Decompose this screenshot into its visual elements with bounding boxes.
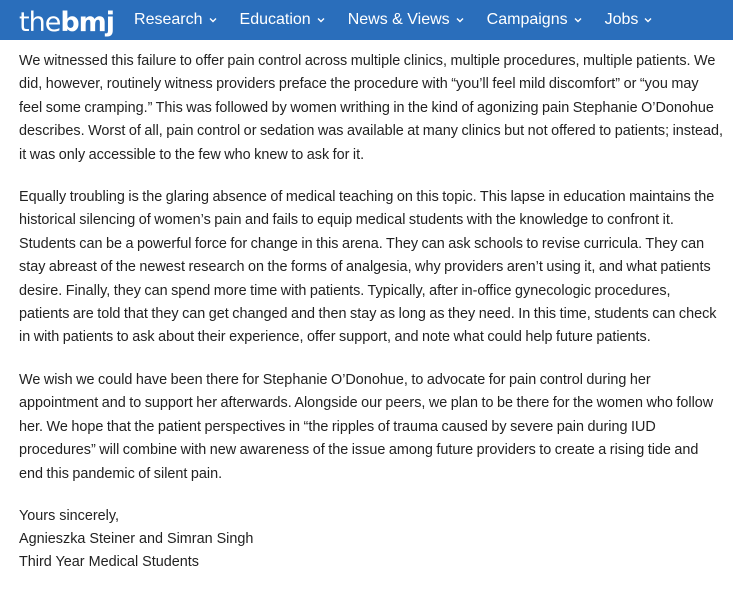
signoff-closing: Yours sincerely, (19, 507, 119, 524)
chevron-down-icon (456, 16, 464, 24)
logo-the: the (19, 6, 61, 38)
nav-item-research[interactable] (134, 11, 216, 29)
chevron-down-icon (317, 16, 325, 24)
nav-item-campaigns[interactable] (487, 11, 582, 29)
article-paragraph: We witnessed this failure to offer pain control across multiple clinics, multiple procedures, multiple patients. We did, however, routinely witness providers preface the procedure with “you’ll feel mild discomfort” or “you may feel some cramping.” This was followed by women writhing in the kind of agonizing pain Stephanie O’Donohue describes. Worst of all, pain control or sedation was available at many clinics but not offered to patients; instead, it was only accessible to the few who knew to ask for it. (19, 53, 723, 163)
letter-signoff (19, 505, 724, 574)
chevron-down-icon (209, 16, 217, 24)
chevron-down-icon (644, 16, 652, 24)
logo-bmj: bmj (60, 6, 115, 38)
nav-item-label: Education (239, 11, 311, 28)
bmj-logo[interactable] (19, 5, 114, 36)
article-paragraph: Equally troubling is the glaring absence of medical teaching on this topic. This lapse in education maintains the historical silencing of women’s pain and fails to equip medical students with the knowledge to confront it. Students can be a powerful force for change in this arena. They can ask schools to revise curricula. They can stay abreast of the newest research on the forms of analgesia, why providers aren’t using it, and what patients desire. Finally, they can spend more time with patients. Typically, after in-office gynecologic procedures, patients are told that they can get changed and then stay as long as they need. In this time, students can check in with patients to ask about their experience, offer support, and note what could help future patients. (19, 189, 717, 346)
nav-item-jobs[interactable] (605, 11, 653, 29)
signoff-role: Third Year Medical Students (19, 553, 199, 570)
top-navigation-bar (0, 0, 733, 40)
signoff-authors: Agnieszka Steiner and Simran Singh (19, 530, 254, 547)
chevron-down-icon (574, 16, 582, 24)
article-paragraph: We wish we could have been there for Stephanie O’Donohue, to advocate for pain control during her appointment and to support her afterwards. Alongside our peers, we plan to be there for the women who follow her. We hope that the patient perspectives in “the ripples of trauma caused by severe pain during IUD procedures” will combine with new awareness of the issue among future providers to create a rising tide and end this pandemic of silent pain. (19, 371, 714, 482)
nav-item-label: Jobs (604, 11, 639, 28)
nav-item-label: Research (134, 11, 203, 28)
nav-item-education[interactable] (240, 11, 325, 29)
nav-item-news-views[interactable] (348, 11, 464, 29)
nav-item-label: News & Views (347, 11, 450, 28)
article-body (19, 50, 724, 574)
nav-item-label: Campaigns (486, 11, 568, 28)
